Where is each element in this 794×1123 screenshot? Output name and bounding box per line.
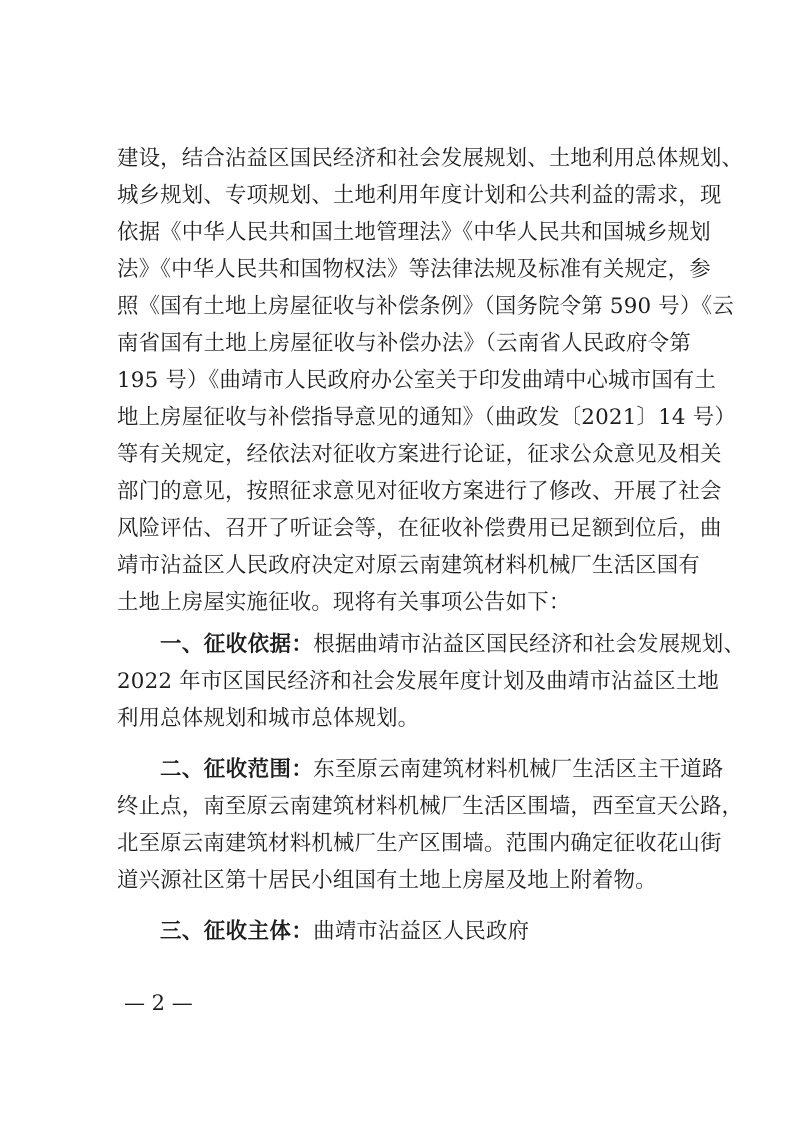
section2-heading: 二、征收范围：: [160, 757, 314, 782]
intro-line-11: 风险评估、召开了听证会等，在征收补偿费用已足额到位后，曲: [117, 516, 722, 541]
section3-line-1: 曲靖市沾益区人民政府: [313, 919, 530, 944]
section2-first-line: [117, 751, 724, 788]
section2-line-4: 道兴源社区第十居民小组国有土地上房屋及地上附着物。: [117, 868, 657, 893]
section2-line-2: 终止点，南至原云南建筑材料机械厂生活区围墙，西至宣天公路，: [117, 794, 744, 819]
section3-heading: 三、征收主体：: [160, 919, 314, 944]
intro-line-13: 土地上房屋实施征收。现将有关事项公告如下：: [117, 590, 571, 615]
intro-line-6: 南省国有土地上房屋征收与补偿办法》（云南省人民政府令第: [117, 331, 691, 356]
intro-line-8: 地上房屋征收与补偿指导意见的通知》（曲政发〔2021〕14 号）: [117, 405, 736, 430]
section1-line-3: 利用总体规划和城市总体规划。: [117, 706, 420, 731]
section1-line-2: 2022 年市区国民经济和社会发展年度计划及曲靖市沾益区土地: [117, 669, 720, 694]
section3-first-line: [117, 913, 691, 950]
intro-line-4: 法》《中华人民共和国物权法》等法律法规及标准有关规定，参: [117, 257, 711, 282]
section2-line-3: 北至原云南建筑材料机械厂生产区围墙。范围内确定征收花山街: [117, 831, 722, 856]
section2-line-1: 东至原云南建筑材料机械厂生活区主干道路: [313, 757, 724, 782]
intro-line-10: 部门的意见，按照征求意见对征收方案进行了修改、开展了社会: [117, 479, 722, 504]
page-number: — 2 —: [124, 991, 193, 1015]
intro-line-9: 等有关规定，经依法对征收方案进行论证，征求公众意见及相关: [117, 442, 722, 467]
intro-line-1: 建设，结合沾益区国民经济和社会发展规划、土地利用总体规划、: [117, 146, 744, 171]
intro-line-3: 依据《中华人民共和国土地管理法》《中华人民共和国城乡规划: [117, 220, 711, 245]
intro-line-2: 城乡规划、专项规划、土地利用年度计划和公共利益的需求，现: [117, 183, 722, 208]
section1-heading: 一、征收依据：: [160, 632, 314, 657]
intro-line-7: 195 号）《曲靖市人民政府办公室关于印发曲靖中心城市国有土: [117, 368, 717, 393]
document-body: [117, 140, 746, 950]
section1-line-1: 根据曲靖市沾益区国民经济和社会发展规划、: [313, 632, 746, 657]
intro-line-12: 靖市沾益区人民政府决定对原云南建筑材料机械厂生活区国有: [117, 553, 700, 578]
intro-line-5: 照《国有土地上房屋征收与补偿条例》（国务院令第 590 号）《云: [117, 294, 734, 319]
section1-first-line: [117, 626, 746, 663]
